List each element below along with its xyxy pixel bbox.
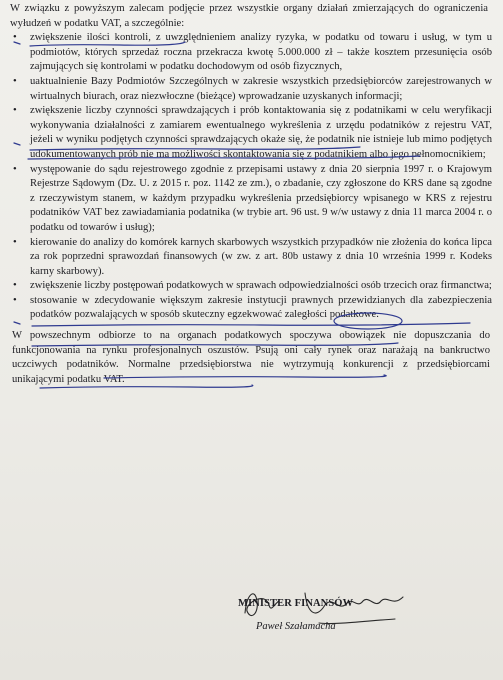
list-item: • stosowanie w zdecydowanie większym zakresie instytucji prawnych przewidzianych dla zabezpieczenia podatków pozwalających w sposób skuteczny egzekwować zaległości podatkowe. <box>12 294 492 323</box>
list-item: • zwiększenie liczby postępowań podatkowych w sprawach odpowiedzialności osób trzecich oraz firmanctwa; <box>12 279 492 294</box>
list-item: • zwiększenie ilości kontroli, z uwzględnieniem analizy ryzyka, w podatku od towaru i usług, w tym u podmiotów, których sprzedaż roczna przekracza kwotę 5.000.000 zł – także kosztem przesunięcia osób zajmujących się kontrolami w podatku dochodowym od osób fizycznych, <box>12 31 492 75</box>
signatory-name: Paweł Szałamacha <box>256 621 336 632</box>
list-item: • występowanie do sądu rejestrowego zgodnie z przepisami ustawy z dnia 20 sierpnia 1997 r. o Krajowym Rejestrze Sądowym (Dz. U. z 2015 r. poz. 1142 ze zm.), o zbadanie, czy zgłoszone do KRS dane są zgodne z rzeczywistym stanem, w każdym przypadku wykreślenia przedsiębiorcy wpisanego w KRS z rejestru podatników VAT bez zawiadamiania podatnika (w trybie art. 96 ust. 9 w/w ustawy z dnia 11 marca 2004 r. o podatku od towarów i usług); <box>12 163 492 236</box>
signature-block <box>238 598 354 632</box>
recommendation-list <box>0 31 503 323</box>
document-body <box>0 2 503 387</box>
list-item: • zwiększenie liczby czynności sprawdzających i prób kontaktowania się z podatnikami w celu weryfikacji wykonywania działalności z zamiarem ewentualnego wykreślenia z urzędu podatników z rejestru VAT, jeżeli w wyniku podjętych czynności sprawdzających okaże się, że podatnik nie istnieje lub mimo podjętych udokumentowanych prób nie ma możliwości skontaktowania się z podatnikiem albo jego pełnomocnikiem; <box>12 104 492 162</box>
list-item: • kierowanie do analizy do komórek karnych skarbowych wszystkich przypadków nie złożenia do końca lipca za rok poprzedni sprawozdań finansowych (w zw. z art. 80b ustawy z dnia 10 września 1999 r. Kodeks karny skarbowy). <box>12 236 492 280</box>
list-item: • uaktualnienie Bazy Podmiotów Szczególnych w zakresie wszystkich przedsiębiorców zarejestrowanych w wirtualnych biurach, oraz niezwłoczne (bieżące) wprowadzanie uzyskanych informacji; <box>12 75 492 104</box>
intro-paragraph: W związku z powyższym zalecam podjęcie przez wszystkie organy działań zmierzających do ograniczenia wyłudzeń w podatku VAT, a szczególnie: <box>10 3 488 29</box>
signatory-title: MINISTER FINANSÓW <box>238 598 354 609</box>
closing-paragraph: W powszechnym odbiorze to na organach podatkowych spoczywa obowiązek nie dopuszczania do funkcjonowania na rynku profesjonalnych oszustów. Psują oni cały rynek oraz narażają na bankructwo uczciwych podatników. Normalne przedsiębiorstwa nie wytrzymują konkurencji z przedsiębiorcami unikającymi podatku VAT. <box>12 330 490 385</box>
